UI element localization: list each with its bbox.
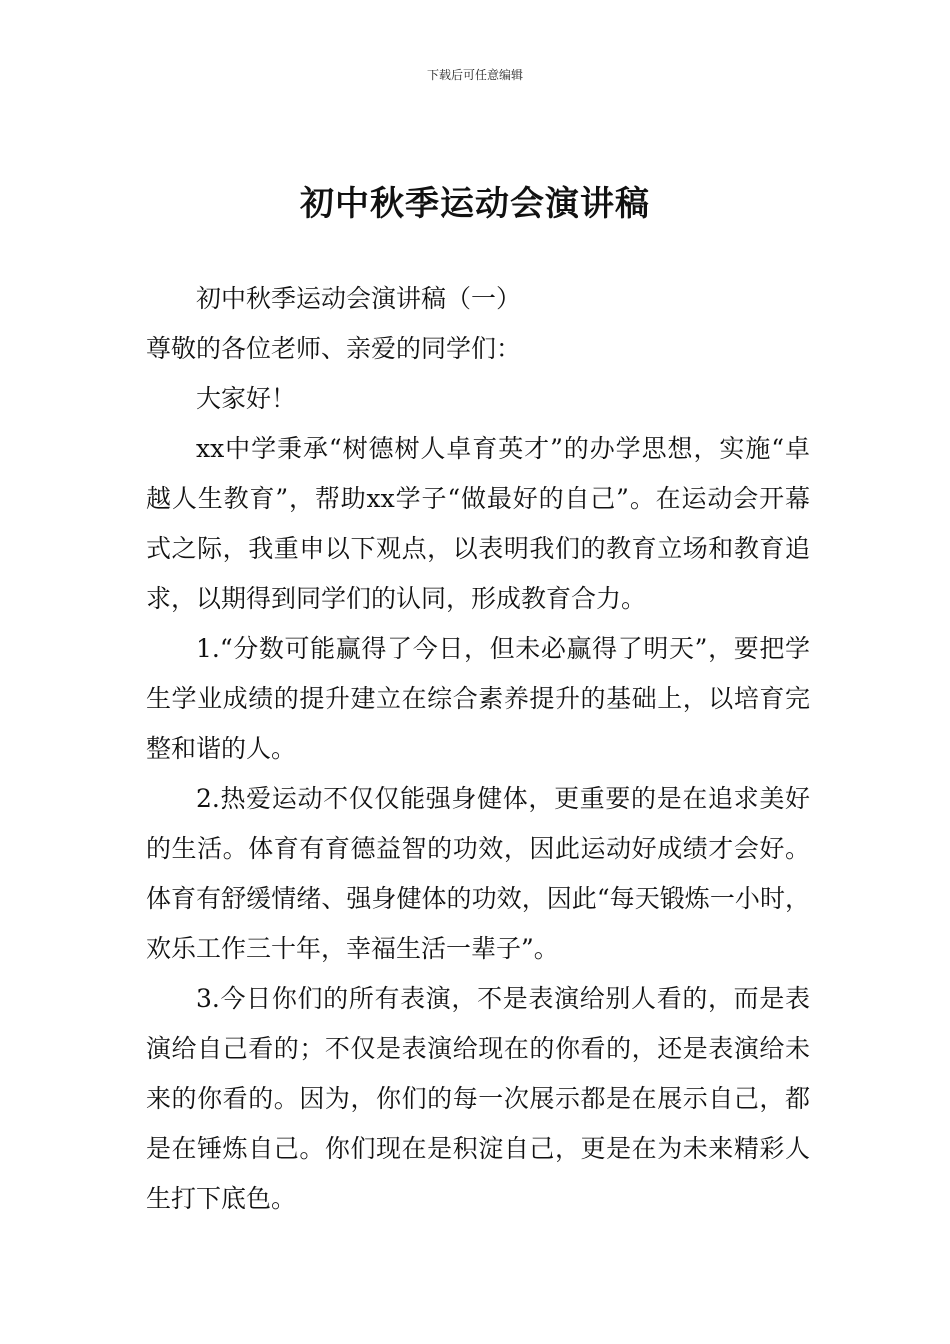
document-title: 初中秋季运动会演讲稿: [300, 184, 650, 224]
subtitle-paragraph: 初中秋季运动会演讲稿（一）: [196, 284, 522, 313]
salutation-paragraph: 尊敬的各位老师、亲爱的同学们：: [146, 334, 522, 363]
intro-paragraph: xx中学秉承“树德树人卓育英才”的办学思想，实施“卓越人生教育”，帮助xx学子“做最好的自己”。在运动会开幕式之际，我重申以下观点，以表明我们的教育立场和教育追求，以期得到同学们的认同，形成教育合力。: [146, 434, 810, 613]
greeting-paragraph: 大家好！: [196, 384, 297, 413]
document-body: [146, 274, 810, 1224]
point-1-paragraph: 1.“分数可能赢得了今日，但未必赢得了明天”，要把学生学业成绩的提升建立在综合素养提升的基础上，以培育完整和谐的人。: [146, 634, 810, 763]
point-2-paragraph: 2.热爱运动不仅仅能强身健体，更重要的是在追求美好的生活。体育有育德益智的功效，因此运动好成绩才会好。体育有舒缓情绪、强身健体的功效，因此“每天锻炼一小时，欢乐工作三十年，幸福生活一辈子”。: [146, 784, 810, 963]
header-note: 下载后可任意编辑: [426, 68, 523, 82]
point-3-paragraph: 3.今日你们的所有表演，不是表演给别人看的，而是表演给自己看的；不仅是表演给现在的你看的，还是表演给未来的你看的。因为，你们的每一次展示都是在展示自己，都是在锤炼自己。你们现在是积淀自己，更是在为未来精彩人生打下底色。: [146, 984, 810, 1213]
